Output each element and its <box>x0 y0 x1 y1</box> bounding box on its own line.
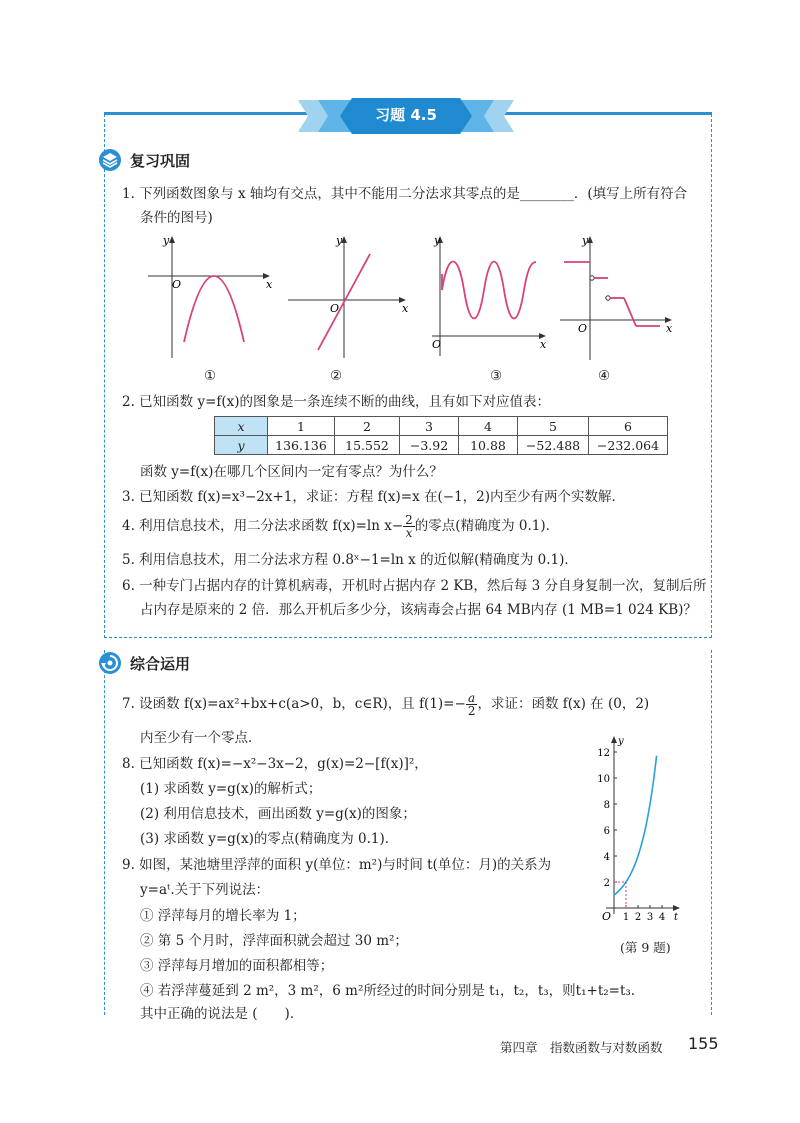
q9-option-2: ② 第 5 个月时，浮萍面积就会超过 30 m²； <box>140 933 408 949</box>
q2-value-table-wrap <box>214 416 668 455</box>
section-review-title: 复习巩固 <box>130 152 191 170</box>
q9-caption: (第 9 题) <box>620 940 671 955</box>
q7-before: 7. 设函数 f(x)=ax²+bx+c(a>0，b，c∈R)，且 f(1)=− <box>122 696 466 712</box>
footer-chapter: 第四章 指数函数与对数函数 <box>500 1040 663 1055</box>
table-row <box>215 436 668 455</box>
q9-y-tick-label: 10 <box>597 774 610 785</box>
q9-x-tick-label: 4 <box>658 912 666 923</box>
q2-table-x-cell: 1 <box>268 417 335 436</box>
q2-table-x-cell: 4 <box>459 417 518 436</box>
q2-table-x-cell: 6 <box>589 417 668 436</box>
section-apply-title: 综合运用 <box>130 655 191 673</box>
q5-text: 5. 利用信息技术，用二分法求方程 0.8ˣ−1=ln x 的近似解(精确度为 0.1)． <box>122 552 578 568</box>
q1-line1: 1. 下列函数图象与 x 轴均有交点，其中不能用二分法求其零点的是________．(填写上所有符合 <box>122 186 688 202</box>
q4-after: 的零点(精确度为 0.1)． <box>414 518 560 534</box>
q7-line2: 内至少有一个零点． <box>140 730 262 746</box>
q3-text: 3. 已知函数 f(x)=x³−2x+1，求证：方程 f(x)=x 在(−1，2)内至少有两个实数解． <box>122 489 626 505</box>
q2-line1: 2. 已知函数 y=f(x)的图象是一条连续不断的曲线，且有如下对应值表： <box>122 394 551 410</box>
q7-fraction <box>466 692 478 717</box>
q1-fig-label-2: ② <box>330 368 343 384</box>
q9-y-tick-label: 2 <box>603 878 610 889</box>
q2-table-y-cell: 15.552 <box>335 436 400 455</box>
frame-right-top <box>711 114 712 638</box>
q9-growth-curve <box>614 756 657 895</box>
q1-fig3-y-label: y <box>434 234 441 247</box>
q9-x-tick-label: 1 <box>622 912 630 923</box>
q7-line1 <box>122 692 649 717</box>
q9-figure <box>592 732 684 928</box>
q6-line1: 6. 一种专门占据内存的计算机病毒，开机时占据内存 2 KB，然后每 3 分自身复制一次，复制后所 <box>122 578 707 594</box>
q1-fig3-x-label: x <box>540 338 547 351</box>
q6-line2: 占内存是原来的 2 倍．那么开机后多少分，该病毒会占据 64 MB内存 (1 MB=1 024 KB)？ <box>140 602 697 618</box>
q2-table-y-cell: −52.488 <box>518 436 589 455</box>
q1-fig4-y-label: y <box>582 234 589 247</box>
q1-figure-1 <box>142 232 282 374</box>
q8-sub1: (1) 求函数 y=g(x)的解析式； <box>140 781 322 797</box>
q2-table-x-cell: 3 <box>400 417 459 436</box>
q8-line1: 8. 已知函数 f(x)=−x²−3x−2，g(x)=2−[f(x)]²， <box>122 756 428 772</box>
q9-origin: O <box>602 910 612 923</box>
q9-answer-line: 其中正确的说法是 ( )． <box>140 1006 304 1022</box>
q8-sub3: (3) 求函数 y=g(x)的零点(精确度为 0.1)． <box>140 831 399 847</box>
q9-x-tick-label: 2 <box>634 912 642 923</box>
q1-fig1-origin: O <box>172 278 182 291</box>
q4-fraction <box>403 514 415 539</box>
q9-option-1: ① 浮萍每月的增长率为 1； <box>140 908 306 924</box>
page-number: 155 <box>688 1034 719 1053</box>
q7-after: ，求证：函数 f(x) 在 (0，2) <box>477 696 650 712</box>
q2-table-y-cell: −232.064 <box>589 436 668 455</box>
q9-option-4: ④ 若浮萍蔓延到 2 m²，3 m²，6 m²所经过的时间分别是 t₁，t₂，t₃，则t₁+t₂=t₃. <box>140 983 636 999</box>
q4-fraction-den: x <box>405 526 413 540</box>
q4-text <box>122 514 559 539</box>
table-row <box>215 417 668 436</box>
q9-line1: 9. 如图，某池塘里浮萍的面积 y(单位：m²)与时间 t(单位：月)的关系为 <box>122 857 552 873</box>
frame-left-top <box>104 114 105 638</box>
q1-fig-label-3: ③ <box>490 368 503 384</box>
q2-table-x-header: x <box>215 417 268 436</box>
q9-y-tick-label: 6 <box>603 826 610 837</box>
q2-table-y-cell: −3.92 <box>400 436 459 455</box>
q1-fig2-y-label: y <box>336 234 343 247</box>
q9-y-axis-label: y <box>618 736 624 747</box>
q1-fig-label-1: ① <box>204 368 217 384</box>
q7-fraction-den: 2 <box>467 704 476 718</box>
q1-line2: 条件的图号) <box>140 210 213 226</box>
q2-table-y-cell: 136.136 <box>268 436 335 455</box>
q9-y-tick-label: 4 <box>603 852 610 863</box>
q2-value-table <box>214 416 668 455</box>
q2-table-y-cell: 10.88 <box>459 436 518 455</box>
q9-x-tick-label: 3 <box>646 912 654 923</box>
q1-fig-label-4: ④ <box>598 368 611 384</box>
q7-fraction-num: a <box>466 692 478 705</box>
q9-y-tick-label: 8 <box>603 800 610 811</box>
q8-sub2: (2) 利用信息技术，画出函数 y=g(x)的图象； <box>140 806 416 822</box>
q1-figure-4 <box>558 232 682 374</box>
q9-line2: y=aᵗ.关于下列说法： <box>140 882 270 898</box>
section-divider <box>104 637 712 638</box>
q1-fig1-y-label: y <box>163 234 170 247</box>
q9-x-axis-label: t <box>674 912 679 923</box>
layers-icon <box>98 148 122 172</box>
q2-table-x-cell: 5 <box>518 417 589 436</box>
q2-table-x-cell: 2 <box>335 417 400 436</box>
frame-right-bottom <box>711 650 712 1015</box>
exercise-title: 习题 4.5 <box>375 106 437 124</box>
q1-fig2-x-label: x <box>402 302 409 315</box>
q1-figure-3 <box>428 232 552 374</box>
q9-option-3: ③ 浮萍每月增加的面积都相等； <box>140 958 334 974</box>
q1-fig4-x-label: x <box>666 322 673 335</box>
q1-fig3-origin: O <box>432 338 442 351</box>
q2-table-y-header: y <box>215 436 268 455</box>
frame-left-bottom <box>104 650 105 1015</box>
q4-before: 4. 利用信息技术，用二分法求函数 f(x)=ln x− <box>122 518 404 534</box>
q1-fig2-origin: O <box>330 302 340 315</box>
q9-y-tick-label: 12 <box>597 748 610 759</box>
q4-fraction-num: 2 <box>405 513 413 527</box>
q2-line2: 函数 y=f(x)在哪几个区间内一定有零点？为什么？ <box>140 464 443 480</box>
q1-fig4-origin: O <box>578 322 588 335</box>
cycle-icon <box>98 651 122 675</box>
q1-figure-2 <box>284 232 414 374</box>
q1-fig1-x-label: x <box>266 278 273 291</box>
